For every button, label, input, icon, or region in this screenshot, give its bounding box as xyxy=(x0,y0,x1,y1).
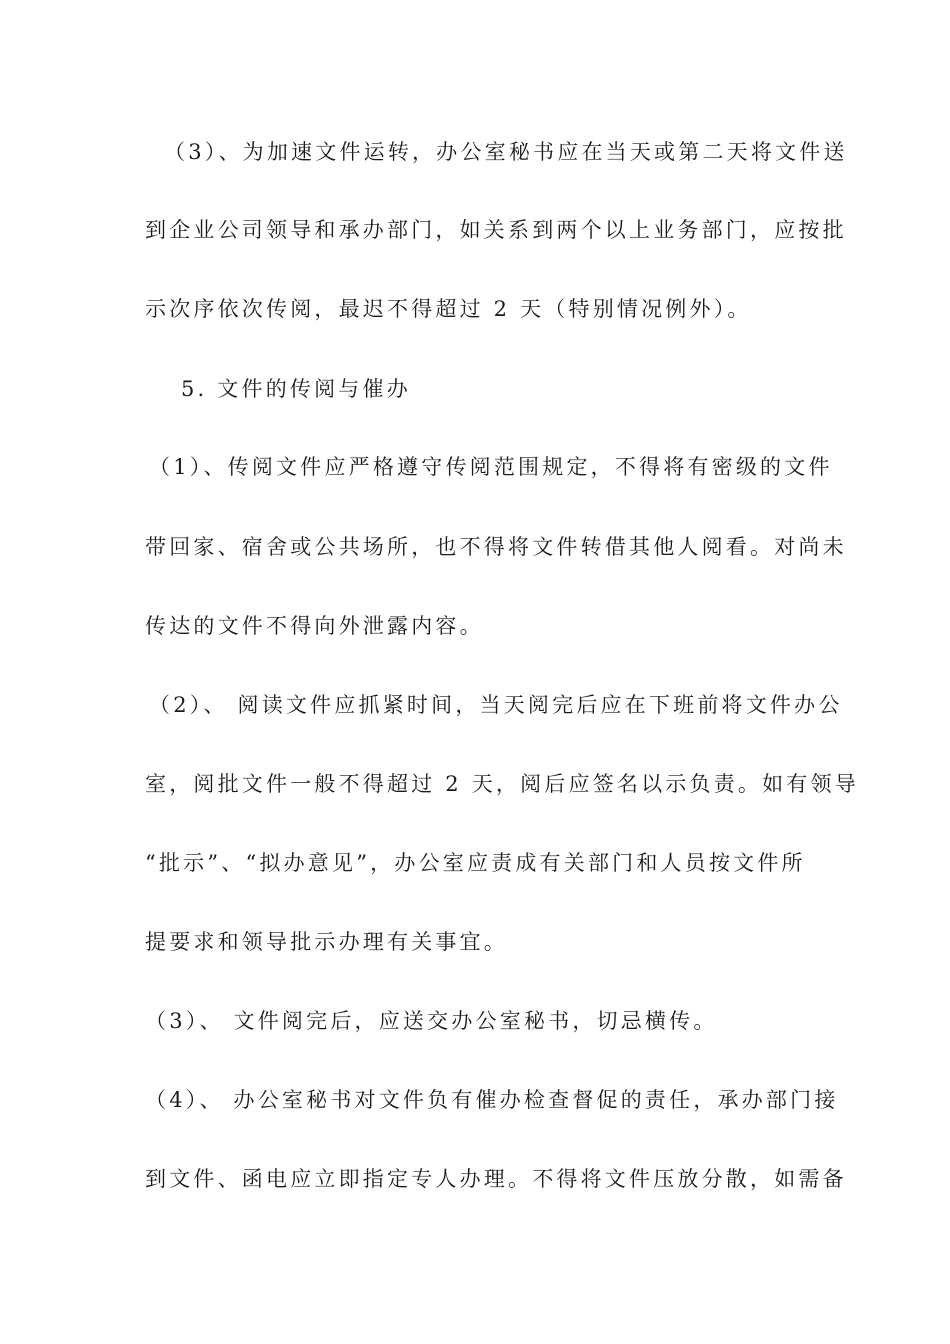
text-line: （3）、 文件阅完后，应送交办公室秘书，切忌横传。 xyxy=(145,1009,718,1033)
section-heading: 5. 文件的传阅与催办 xyxy=(181,377,411,401)
text-line: 提要求和领导批示办理有关事宜。 xyxy=(145,930,508,954)
text-line: 室，阅批文件一般不得超过 2 天，阅后应签名以示负责。如有领导 xyxy=(145,772,859,796)
text-line: 示次序依次传阅，最迟不得超过 2 天（特别情况例外）。 xyxy=(145,297,752,321)
text-line: 传达的文件不得向外泄露内容。 xyxy=(145,614,484,638)
text-line: 带回家、宿舍或公共场所，也不得将文件转借其他人阅看。对尚未 xyxy=(145,535,847,559)
text-line: （3）、为加速文件运转，办公室秘书应在当天或第二天将文件送 xyxy=(164,140,848,164)
text-line: “批示”、“拟办意见”，办公室应责成有关部门和人员按文件所 xyxy=(145,851,806,875)
text-line: 到企业公司领导和承办部门，如关系到两个以上业务部门，应按批 xyxy=(145,218,847,242)
text-line: （1）、传阅文件应严格遵守传阅范围规定，不得将有密级的文件 xyxy=(149,455,833,479)
text-line: 到文件、函电应立即指定专人办理。不得将文件压放分散，如需备 xyxy=(145,1167,847,1191)
text-line: （2）、 阅读文件应抓紧时间，当天阅完后应在下班前将文件办公 xyxy=(149,693,843,717)
text-line: （4）、 办公室秘书对文件负有催办检查督促的责任，承办部门接 xyxy=(145,1088,839,1112)
